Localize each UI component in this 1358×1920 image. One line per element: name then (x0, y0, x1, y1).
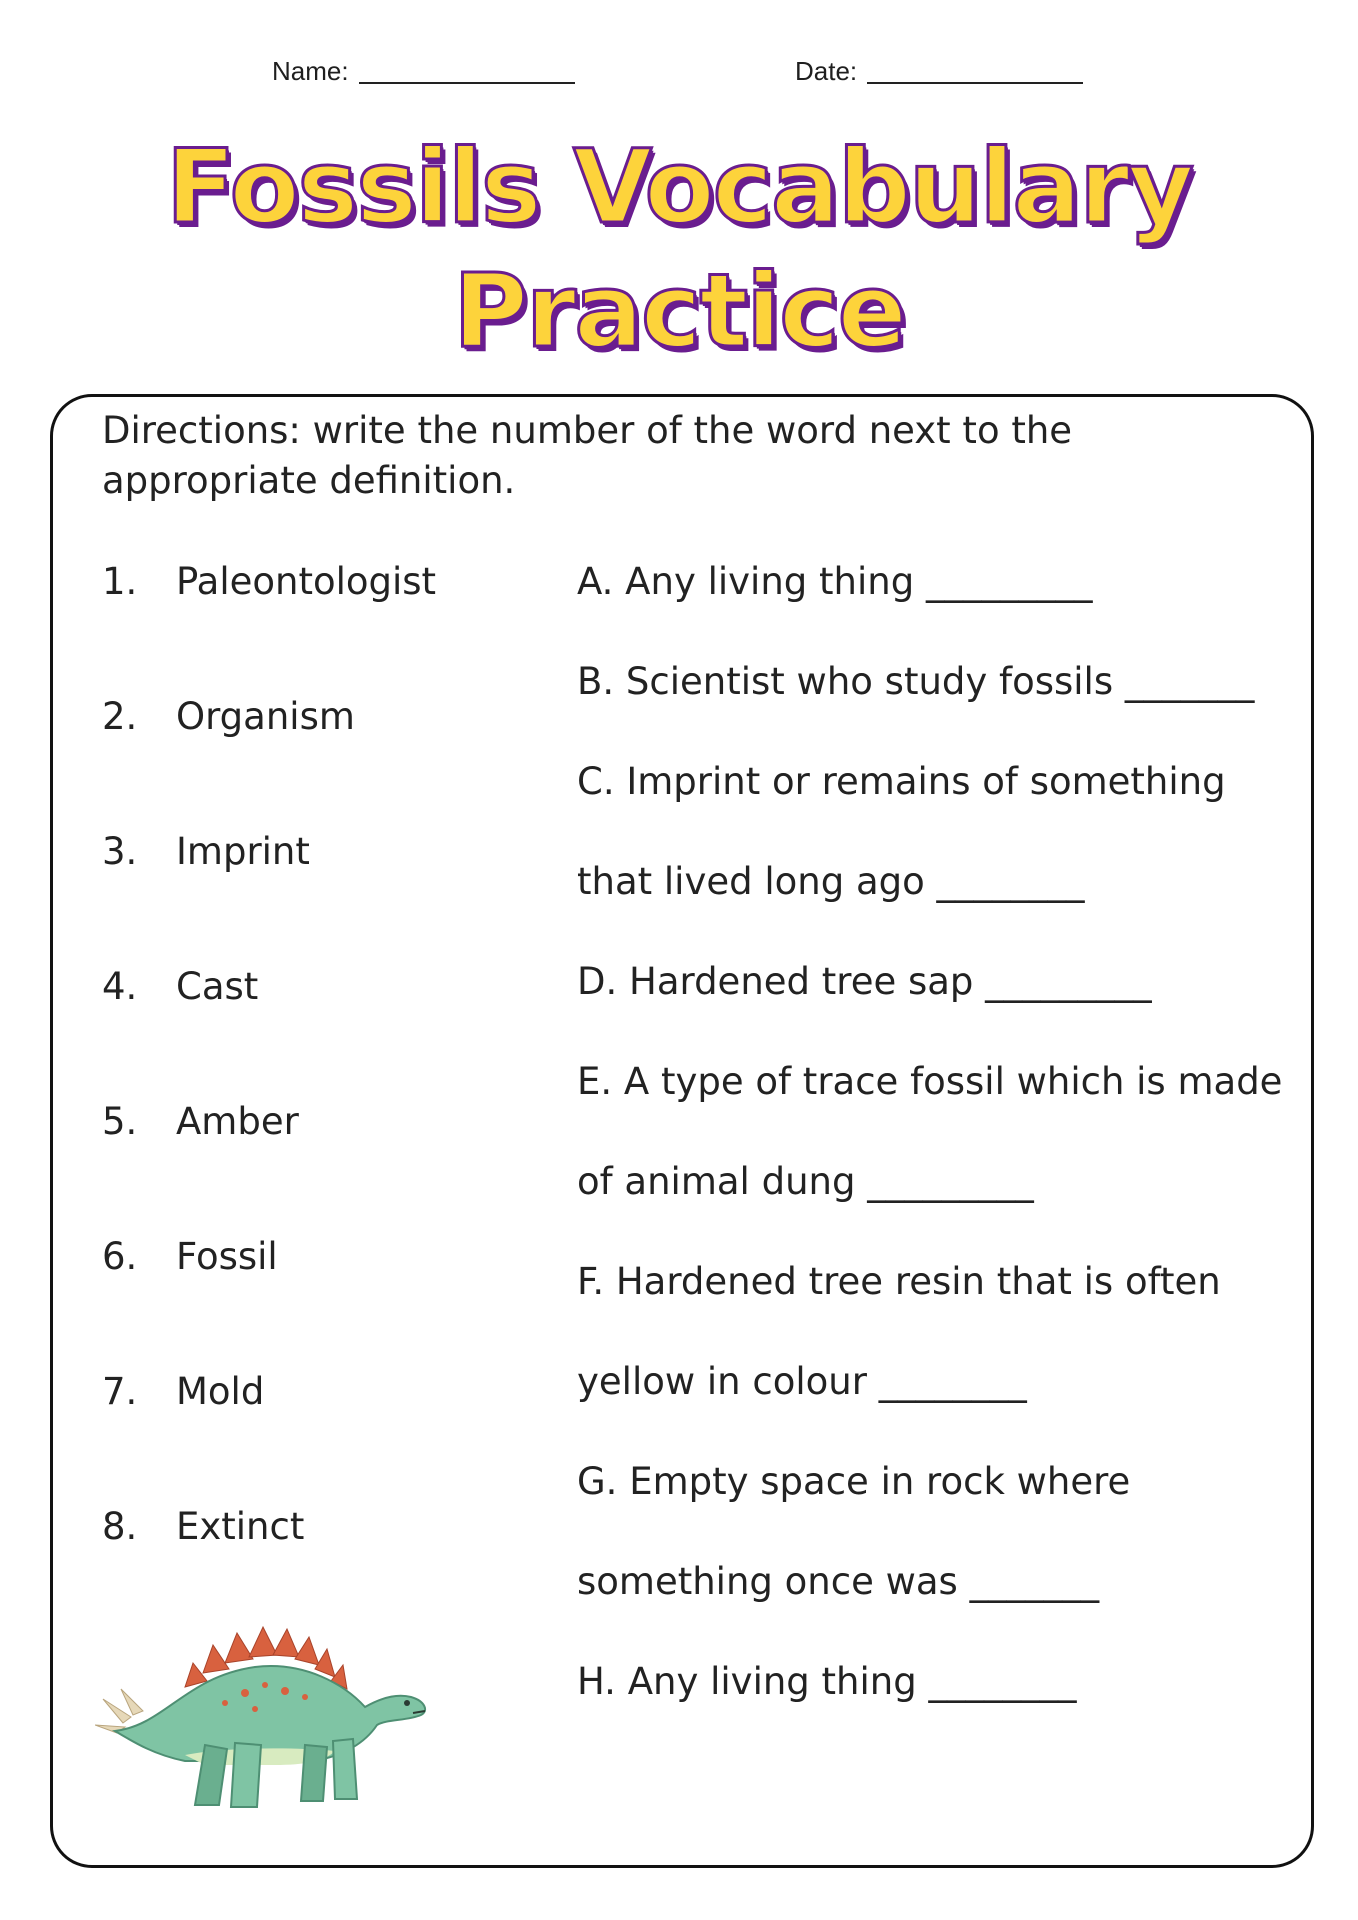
word-number: 6. (102, 1235, 138, 1278)
definition-f-line-1: F. Hardened tree resin that is often (577, 1260, 1221, 1303)
definition-c-line-2: that lived long ago ________ (577, 860, 1085, 903)
word-text: Cast (176, 965, 259, 1008)
word-number: 3. (102, 830, 138, 873)
word-number: 5. (102, 1100, 138, 1143)
definition-h: H. Any living thing ________ (577, 1660, 1077, 1703)
date-blank-line[interactable] (867, 82, 1083, 84)
word-text: Mold (176, 1370, 265, 1413)
word-item-2 (102, 695, 355, 738)
word-text: Fossil (176, 1235, 278, 1278)
word-text: Paleontologist (176, 560, 437, 603)
directions-text: Directions: write the number of the word next to the appropriate definition. (102, 409, 1073, 502)
word-item-7 (102, 1370, 264, 1413)
word-text: Amber (176, 1100, 299, 1143)
word-item-1 (102, 560, 436, 603)
definition-d: D. Hardened tree sap _________ (577, 960, 1152, 1003)
name-blank-line[interactable] (359, 82, 575, 84)
definition-e-line-1: E. A type of trace fossil which is made (577, 1060, 1283, 1103)
word-number: 8. (102, 1505, 138, 1548)
word-item-8 (102, 1505, 304, 1548)
name-field[interactable] (272, 56, 575, 87)
word-item-3 (102, 830, 310, 873)
definition-e-line-2: of animal dung _________ (577, 1160, 1034, 1203)
definition-a: A. Any living thing _________ (577, 560, 1093, 603)
definition-c-line-1: C. Imprint or remains of something (577, 760, 1226, 803)
page-title-line-2: Practice (453, 252, 905, 371)
name-label: Name: (272, 56, 349, 86)
date-field[interactable] (795, 56, 1083, 87)
word-item-4 (102, 965, 258, 1008)
word-number: 1. (102, 560, 138, 603)
definition-b: B. Scientist who study fossils _______ (577, 660, 1255, 703)
word-number: 2. (102, 695, 138, 738)
word-item-6 (102, 1235, 278, 1278)
page-title-line-1: Fossils Vocabulary (165, 128, 1193, 247)
word-text: Organism (176, 695, 355, 738)
stegosaurus-icon (95, 1615, 435, 1815)
word-number: 7. (102, 1370, 138, 1413)
word-number: 4. (102, 965, 138, 1008)
date-label: Date: (795, 56, 858, 86)
definition-f-line-2: yellow in colour ________ (577, 1360, 1027, 1403)
definition-g-line-2: something once was _______ (577, 1560, 1100, 1603)
word-text: Imprint (176, 830, 310, 873)
word-text: Extinct (176, 1505, 305, 1548)
word-item-5 (102, 1100, 299, 1143)
definition-g-line-1: G. Empty space in rock where (577, 1460, 1131, 1503)
